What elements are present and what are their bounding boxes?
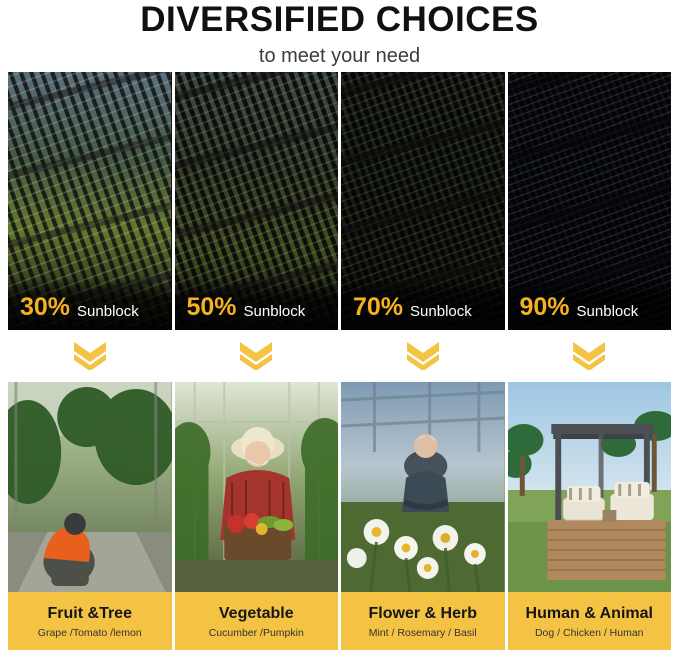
shade-card-30	[8, 72, 172, 330]
use-caption-flower-herb	[341, 592, 505, 650]
arrow-row	[8, 334, 671, 376]
use-title-human-animal: Human & Animal	[525, 604, 653, 622]
use-title-fruit-tree: Fruit &Tree	[47, 604, 132, 622]
use-title-flower-herb: Flower & Herb	[368, 604, 477, 622]
greenhouse-worker-image	[8, 382, 172, 592]
chevron-down-icon	[238, 340, 274, 370]
arrow-cell-3	[341, 334, 505, 376]
shade-percent-50: 50%	[186, 293, 237, 321]
arrow-cell-4	[508, 334, 672, 376]
farmer-with-vegetables-image	[175, 382, 339, 592]
shade-sunblock-text-50: Sunblock	[243, 303, 306, 320]
gardener-with-flowers-image	[341, 382, 505, 592]
use-cases-row	[8, 382, 671, 650]
use-card-flower-herb	[341, 382, 505, 650]
shade-sunblock-text-30: Sunblock	[77, 303, 139, 320]
header	[0, 0, 679, 68]
use-photo-fruit-tree	[8, 382, 172, 592]
use-card-human-animal	[508, 382, 672, 650]
shade-sunblock-text-70: Sunblock	[410, 303, 472, 320]
use-card-vegetable	[175, 382, 339, 650]
use-subtitle-vegetable: Cucumber /Pumpkin	[208, 626, 304, 639]
chevron-down-icon	[405, 340, 441, 370]
shade-percent-30: 30%	[20, 293, 71, 321]
shade-card-50	[175, 72, 339, 330]
arrow-cell-1	[8, 334, 172, 376]
shade-card-70	[341, 72, 505, 330]
chevron-down-icon	[72, 340, 108, 370]
use-title-vegetable: Vegetable	[218, 604, 294, 622]
shade-options-row	[8, 72, 671, 330]
use-card-fruit-tree	[8, 382, 172, 650]
use-photo-flower-herb	[341, 382, 505, 592]
page-subtitle: to meet your need	[258, 44, 421, 67]
shade-label-90	[508, 278, 672, 330]
shade-sunblock-text-90: Sunblock	[576, 303, 639, 320]
shade-label-50	[175, 278, 339, 330]
use-photo-human-animal	[508, 382, 672, 592]
patio-pergola-image	[508, 382, 672, 592]
shade-label-70	[341, 278, 505, 330]
use-caption-fruit-tree	[8, 592, 172, 650]
chevron-down-icon	[571, 340, 607, 370]
use-subtitle-flower-herb: Mint / Rosemary / Basil	[368, 626, 477, 639]
shade-card-90	[508, 72, 672, 330]
use-subtitle-fruit-tree: Grape /Tomato /lemon	[37, 626, 142, 639]
shade-percent-70: 70%	[353, 293, 404, 321]
use-caption-vegetable	[175, 592, 339, 650]
shade-percent-90: 90%	[519, 293, 570, 321]
use-photo-vegetable	[175, 382, 339, 592]
use-subtitle-human-animal: Dog / Chicken / Human	[534, 626, 644, 639]
page-title: DIVERSIFIED CHOICES	[140, 0, 539, 39]
arrow-cell-2	[175, 334, 339, 376]
shade-label-30	[8, 278, 172, 330]
use-caption-human-animal	[508, 592, 672, 650]
